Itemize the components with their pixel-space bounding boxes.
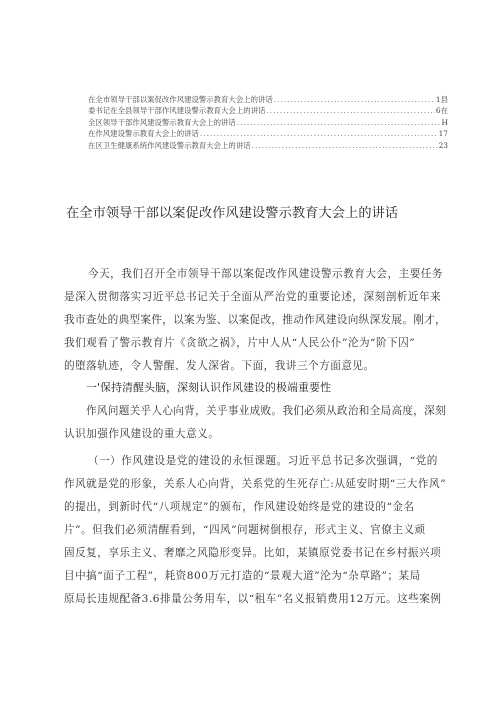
body-line: 作风问题关乎人心向背，关乎事业成败。我们必须从政治和全局高度，深刻 xyxy=(86,405,446,417)
toc-leader-dots xyxy=(274,94,435,105)
toc-entry-title: 全区领导干部作风建设警示教育大会上的讲话 xyxy=(88,117,236,127)
body-line: 的堕落轨迹，令人警醒、发人深省。下面，我讲三个方面意见。 xyxy=(64,360,375,372)
toc-entry[interactable] xyxy=(88,128,448,139)
body-line: 作风就是党的形象，关系人心向背，关系党的生死存亡:从延安时期“三大作风” xyxy=(64,478,446,490)
body-line: 我市查处的典型案件，以案为鉴、以案促改，推动作风建设向纵深发展。刚才， xyxy=(64,314,446,326)
body-line: 固反复，享乐主义、奢靡之风隐形变异。比如，某镇原党委书记在乡村振兴项 xyxy=(64,547,442,559)
body-line: 今天，我们召开全市领导干部以案促改作风建设警示教育大会，主要任务 xyxy=(88,268,443,280)
section-heading: 一'保持清醒头脑，深刻认识作风建设的极端重要性 xyxy=(86,381,332,394)
toc-leader-dots xyxy=(252,140,438,151)
body-line: 认识加强作风建设的重大意义。 xyxy=(64,428,220,440)
document-title: 在全市领导干部以案促改作风建设警示教育大会上的讲话 xyxy=(66,206,399,221)
body-line: 目中搞“面子工程”，耗资800万元打造的“景观大道”沦为“杂草路”；某局 xyxy=(64,570,421,582)
body-line: 的提出，到新时代“八项规定”的颁布，作风建设始终是党的建设的“金名 xyxy=(64,501,415,513)
body-line: 原局长违规配备3.6排量公务用车，以“租车”名义报销费用12万元。这些案例 xyxy=(64,593,442,605)
toc-leader-dots xyxy=(237,117,441,128)
toc-leader-dots xyxy=(266,105,435,116)
body-line: 我们观看了警示教育片《贪欲之祸》，片中人从“人民公仆”沦为“阶下囚” xyxy=(64,337,416,349)
body-line: 是深入贯彻落实习近平总书记关于全面从严治党的重要论述，深刻剖析近年来 xyxy=(64,291,442,303)
toc-entry-title: 在全市领导干部以案促改作风建设警示教育大会上的讲话 xyxy=(88,95,273,104)
toc-entry[interactable] xyxy=(88,140,448,151)
body-line: （一）作风建设是党的建设的永恒课题。习近平总书记多次强调，“党的 xyxy=(88,455,438,467)
toc-entry-page: 17 xyxy=(438,129,448,139)
toc-leader-dots xyxy=(200,128,438,139)
toc-entry-page: 6在 xyxy=(435,106,448,116)
toc-entry-page: 23 xyxy=(438,140,448,150)
table-of-contents xyxy=(88,94,448,151)
toc-entry-title: 在区卫生健康系统作风建设警示教育大会上的讲话 xyxy=(88,140,251,150)
toc-entry[interactable] xyxy=(88,94,448,105)
toc-entry-title: 委书记在全县领导干部作风建设警示教育大会上的讲话 xyxy=(88,106,266,116)
toc-entry-page: H xyxy=(441,117,448,127)
toc-entry[interactable] xyxy=(88,105,448,116)
toc-entry[interactable] xyxy=(88,117,448,128)
body-line: 片”。但我们必须清醒看到，“四风”问题树倒根存，形式主义、官僚主义顽 xyxy=(64,524,426,536)
toc-entry-title: 在作风建设警示教育大会上的讲话 xyxy=(88,129,199,139)
toc-entry-page: 1县 xyxy=(435,95,448,104)
